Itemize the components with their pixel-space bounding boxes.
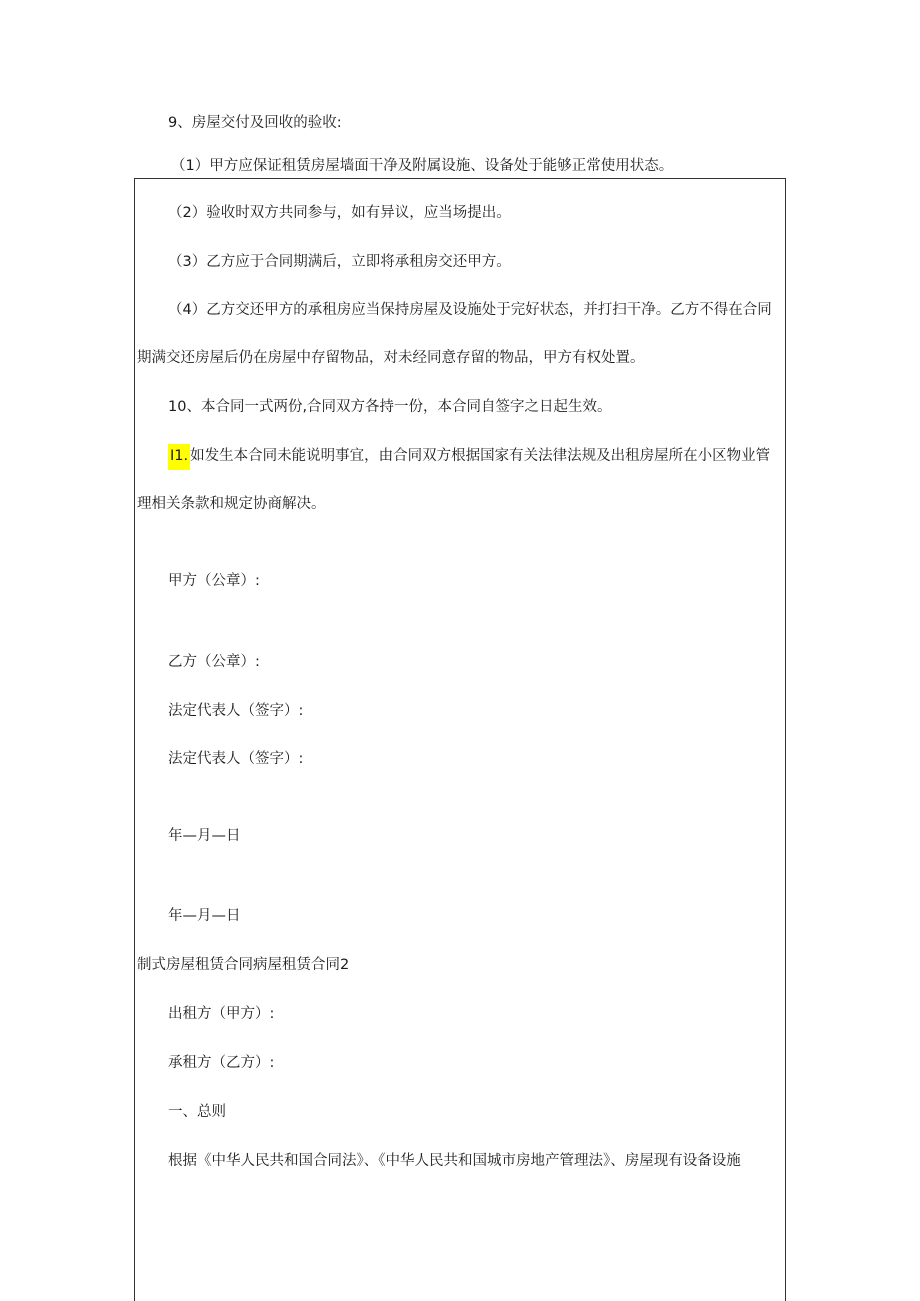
party-b-seal: 乙方（公章）:	[168, 654, 260, 670]
lessor-label: 出租方（甲方）:	[168, 1006, 275, 1022]
general-text: 根据《中华人民共和国合同法》、《中华人民共和国城市房地产管理法》、房屋现有设备设施	[168, 1153, 741, 1169]
date-1: 年—月—日	[168, 828, 241, 844]
item9-clause-3: （3）乙方应于合同期满后，立即将承租房交还甲方。	[168, 254, 511, 270]
section-general-heading: 一、总则	[168, 1104, 226, 1120]
item11-line2: 理相关条款和规定协商解决。	[137, 496, 326, 512]
item9-clause-4-line2: 期满交还房屋后仍在房屋中存留物品，对未经同意存留的物品，甲方有权处置。	[137, 350, 645, 366]
item9-title: 9、房屋交付及回收的验收:	[168, 115, 342, 131]
document-frame	[134, 178, 786, 1301]
party-a-seal: 甲方（公章）:	[168, 573, 260, 589]
item11-number-highlight: I1.	[168, 444, 190, 470]
item10: 10、本合同一式两份,合同双方各持一份，本合同自签字之日起生效。	[168, 399, 612, 415]
date-2: 年—月—日	[168, 908, 241, 924]
item11-text: 如发生本合同未能说明事宜，由合同双方根据国家有关法律法规及出租房屋所在小区物业管	[190, 448, 771, 464]
item9-clause-1: （1）甲方应保证租赁房屋墙面干净及附属设施、设备处于能够正常使用状态。	[171, 158, 674, 174]
item9-clause-2: （2）验收时双方共同参与，如有异议，应当场提出。	[168, 205, 511, 221]
legal-representative-1: 法定代表人（签字）:	[168, 703, 304, 719]
item11-line1	[168, 446, 770, 466]
item9-clause-4-line1: （4）乙方交还甲方的承租房应当保持房屋及设施处于完好状态，并打扫干净。乙方不得在合同	[168, 302, 772, 318]
legal-representative-2: 法定代表人（签字）:	[168, 751, 304, 767]
contract2-title: 制式房屋租赁合同病屋租赁合同2	[137, 957, 350, 973]
lessee-label: 承租方（乙方）:	[168, 1055, 275, 1071]
